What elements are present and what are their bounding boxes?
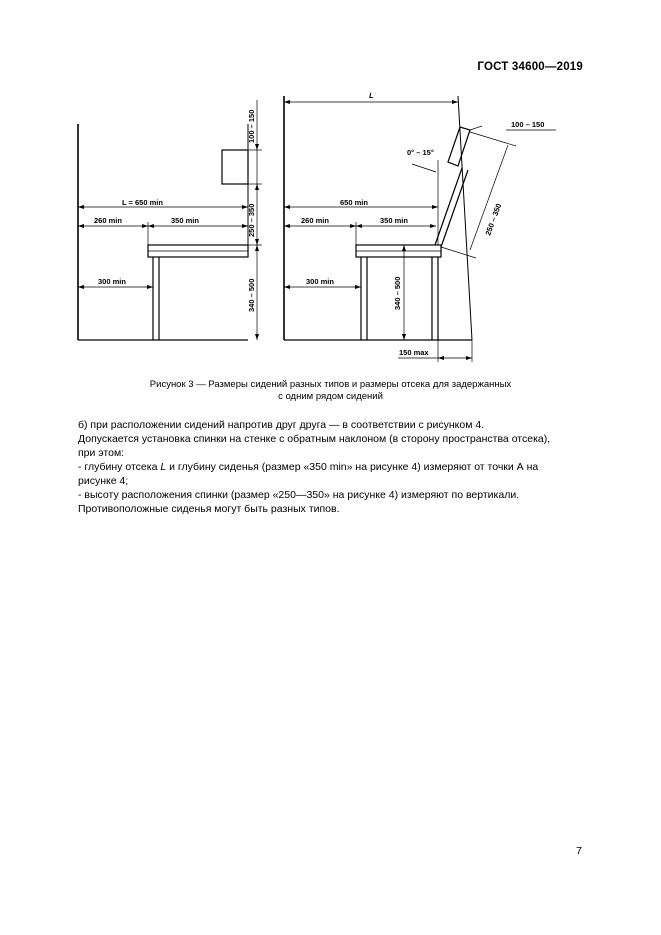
right-drawing	[284, 91, 556, 362]
right-dim-150max: 150 max	[399, 348, 429, 357]
paragraph	[78, 418, 583, 432]
p3-L: L	[160, 461, 167, 473]
paragraph	[78, 460, 583, 488]
left-dim-250-350: 250 – 350	[247, 203, 256, 237]
p3-pre: - глубину отсека	[78, 461, 161, 473]
paragraph	[78, 502, 583, 516]
right-dim-350: 350 min	[380, 216, 408, 225]
right-dim-100-150: 100 – 150	[511, 120, 545, 129]
right-dim-250-350: 250 – 350	[483, 202, 504, 237]
right-dim-L: L	[369, 91, 374, 100]
p1-text: б) при расположении сидений напротив друг друга — в соответствии с рисунком 4.	[78, 419, 485, 431]
left-dim-350: 350 min	[171, 216, 199, 225]
figure-caption	[78, 379, 583, 403]
right-dim-300: 300 min	[306, 277, 334, 286]
caption-line-2: с одним рядом сидений	[278, 391, 383, 402]
p5-text: Противоположные сиденья могут быть разных типов.	[78, 503, 340, 515]
document-code: ГОСТ 34600—2019	[477, 61, 583, 73]
p3-post: и глубину сиденья (размер «350 min» на рисунке 4) измеряют от точки А на	[166, 461, 539, 473]
p4-text: - высоту расположения спинки (размер «250—350» на рисунке 4) измеряют по вертикали.	[78, 489, 520, 501]
right-dim-260: 260 min	[301, 216, 329, 225]
paragraph	[78, 488, 583, 502]
right-dim-340-500: 340 – 500	[393, 276, 402, 310]
body-text	[78, 418, 583, 516]
caption-line-1: Рисунок 3 — Размеры сидений разных типов и размеры отсека для задержанных	[149, 379, 512, 390]
seat-dimensions-figure	[0, 0, 661, 375]
page-number: 7	[576, 845, 582, 857]
left-dim-300: 300 min	[98, 277, 126, 286]
right-dim-650: 650 min	[340, 198, 368, 207]
right-dim-angle: 0° – 15°	[407, 148, 434, 157]
left-dim-L650: L = 650 min	[122, 198, 163, 207]
paragraph	[78, 432, 583, 460]
left-drawing	[78, 100, 262, 340]
left-dim-340-500: 340 – 500	[247, 278, 256, 312]
left-dim-100-150: 100 – 150	[247, 109, 256, 143]
p2-line2: при этом:	[78, 447, 125, 459]
p3-line2: рисунке 4;	[78, 475, 129, 487]
p2-line1: Допускается установка спинки на стенке с обратным наклоном (в сторону пространства отсека),	[78, 433, 551, 445]
left-dim-260: 260 min	[94, 216, 122, 225]
